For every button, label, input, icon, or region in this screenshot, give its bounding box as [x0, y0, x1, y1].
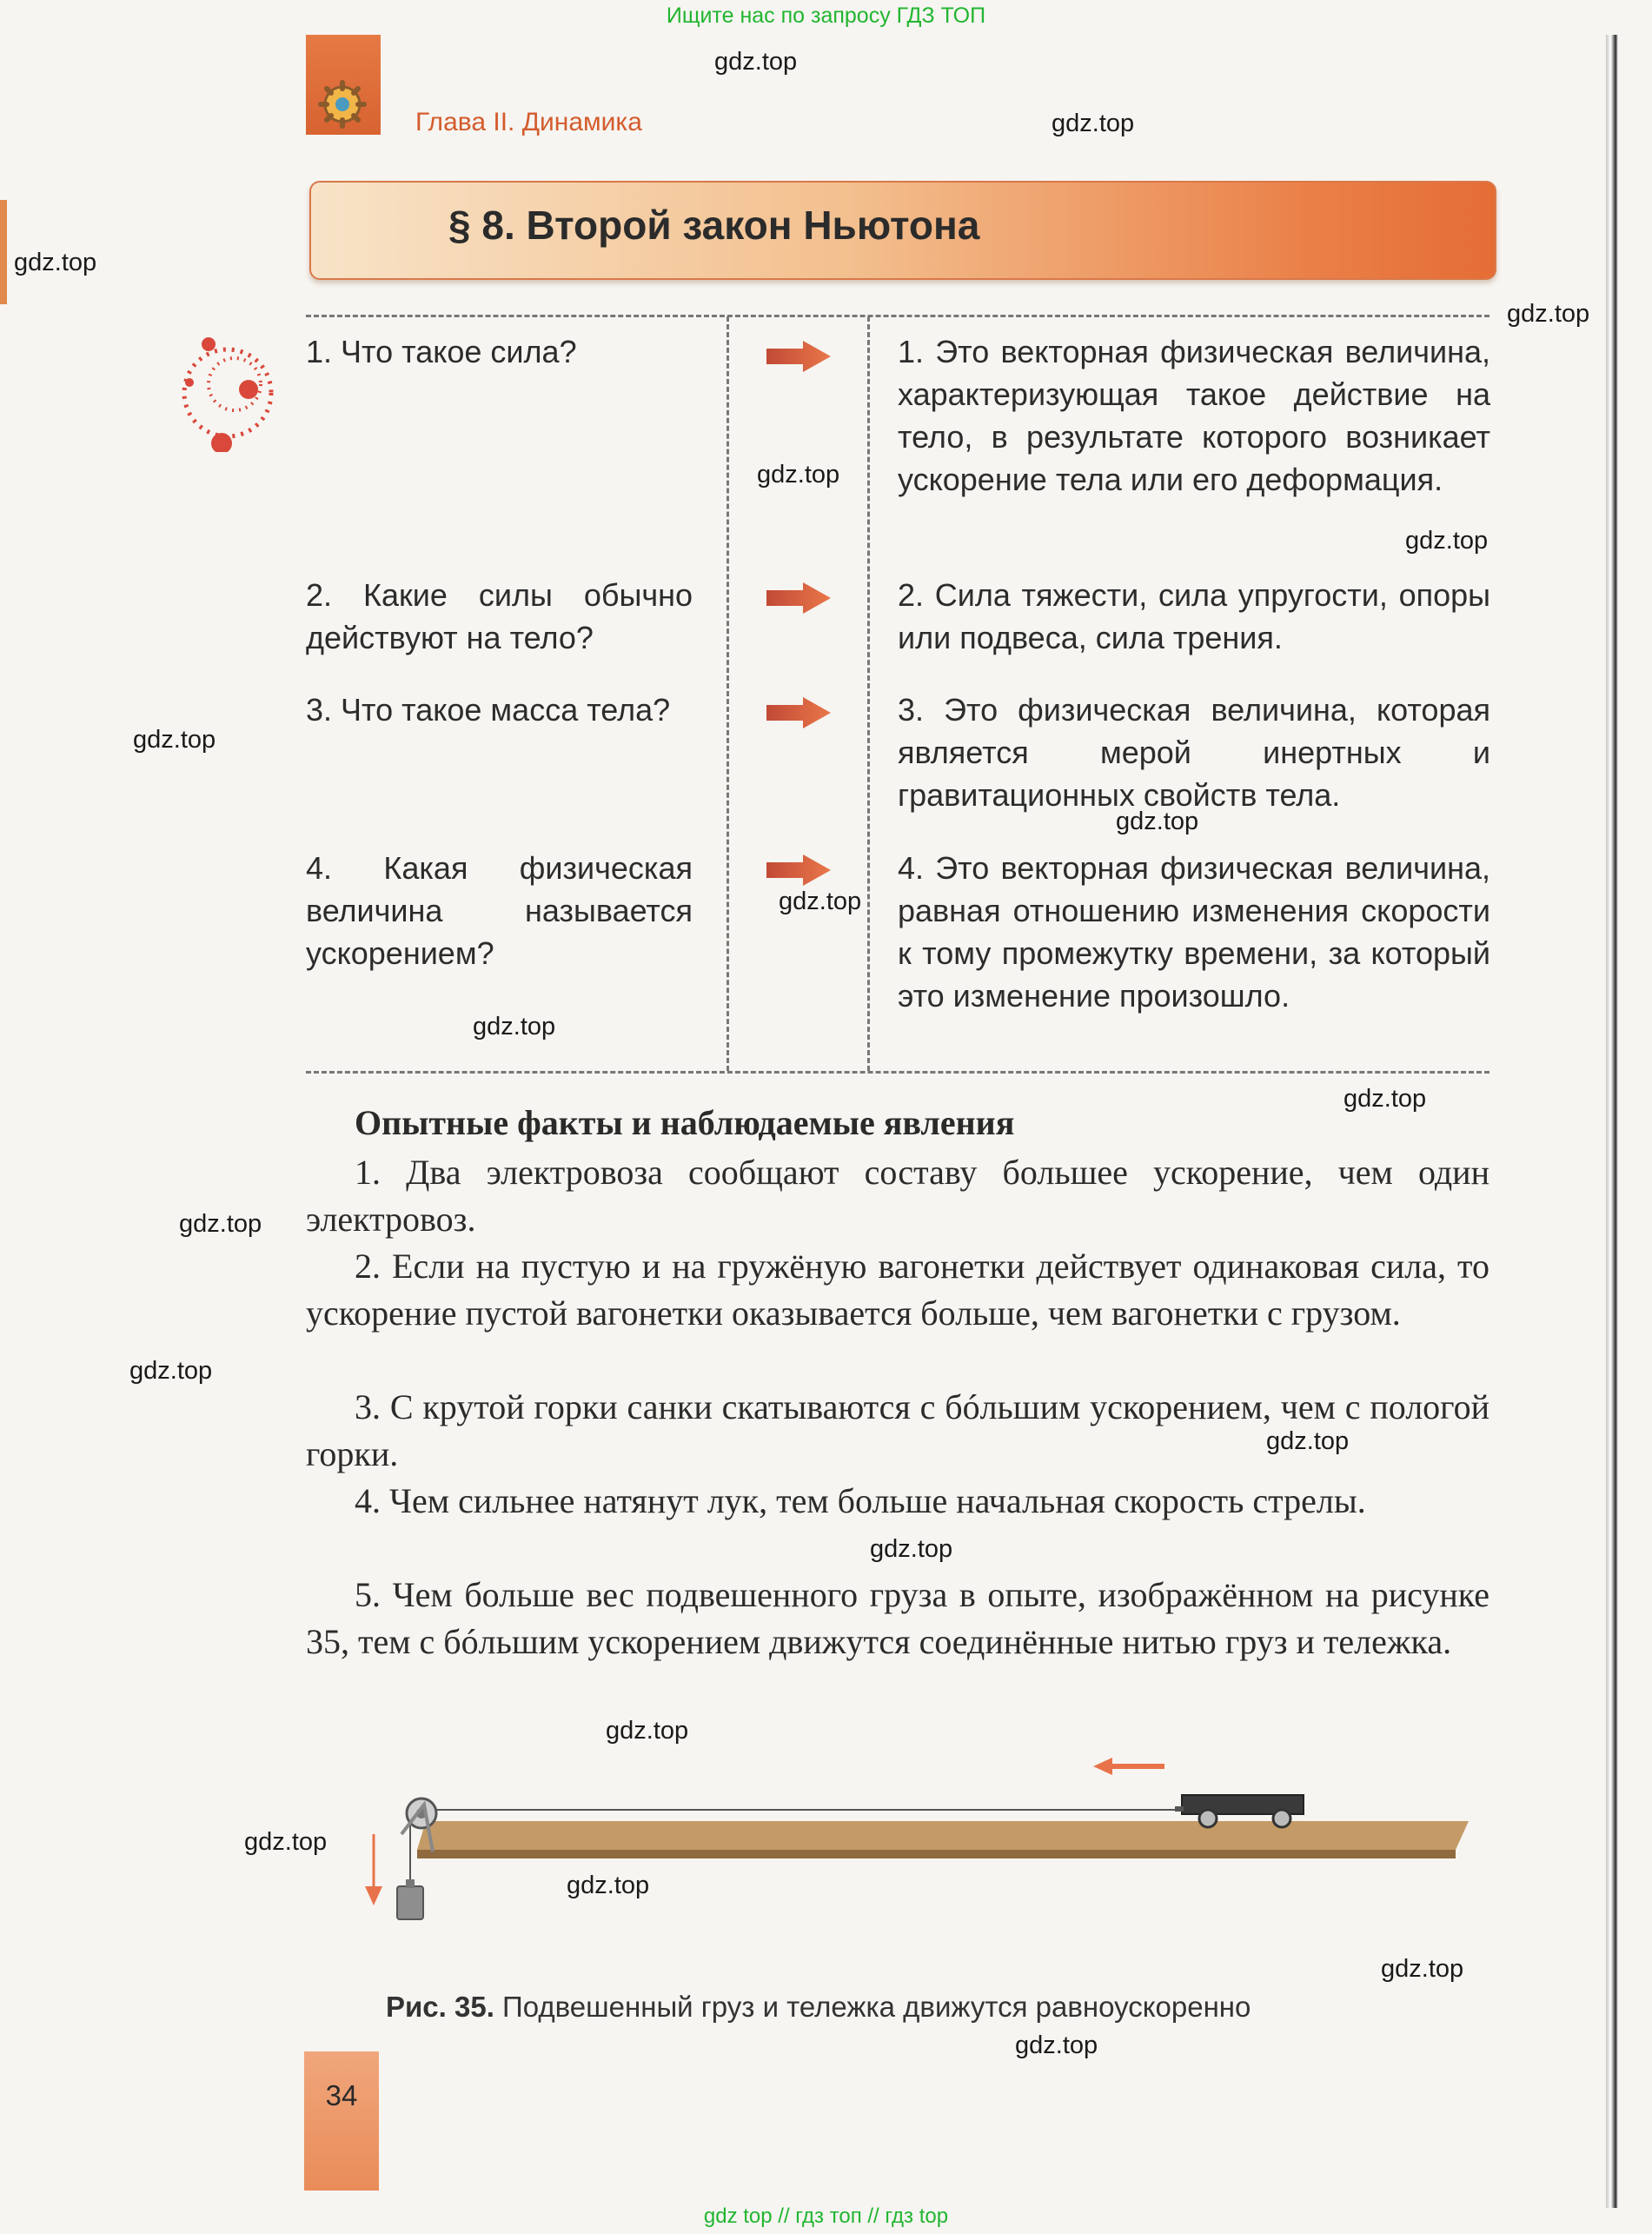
page-number-tab [304, 2051, 379, 2191]
question-2: 2. Какие силы обычно действуют на тело? [306, 577, 693, 655]
watermark[interactable]: gdz.top [567, 1872, 650, 1899]
watermark[interactable]: gdz.top [244, 1828, 328, 1856]
fact-1: 1. Два электровоза сообщают составу большее ускорение, чем один электровоз. [306, 1153, 1489, 1239]
watermark[interactable]: gdz.top [606, 1717, 689, 1745]
watermark[interactable]: gdz.top [1405, 527, 1489, 555]
watermark[interactable]: gdz.top [870, 1535, 953, 1563]
arrow-right-icon [763, 340, 833, 373]
book-spine-edge [1606, 35, 1618, 2208]
figure-caption [386, 1991, 1251, 2024]
watermark[interactable]: gdz.top [179, 1210, 262, 1238]
table-divider-left [726, 316, 729, 1071]
answer-2: 2. Сила тяжести, сила упругости, опоры или подвеса, сила трения. [898, 577, 1490, 655]
bottom-banner[interactable]: gdz top // гдз топ // гдз top [703, 2204, 949, 2228]
watermark[interactable]: gdz.top [714, 48, 798, 76]
arrow-right-icon [763, 854, 833, 887]
table-bottom-border [306, 1071, 1489, 1074]
answer-1: 1. Это векторная физическая величина, характеризующая такое действие на тело, в результате которого возникает ускорение тела или его деформация. [898, 334, 1490, 497]
page-number: 34 [325, 2079, 358, 2111]
question-4: 4. Какая физическая величина называется ускорением? [306, 850, 693, 971]
fact-3: 3. С крутой горки санки скатываются с бóльшим ускорением, чем с пологой горки. [306, 1387, 1489, 1473]
watermark[interactable]: gdz.top [14, 249, 97, 276]
watermark[interactable]: gdz.top [1343, 1085, 1427, 1113]
watermark[interactable]: gdz.top [1015, 2031, 1098, 2059]
fact-5: 5. Чем больше вес подвешенного груза в опыте, изображённом на рисунке 35, тем с бóльшим ускорением движутся соединённые нитью груз и тележка. [306, 1575, 1489, 1661]
top-banner[interactable]: Ищите нас по запросу ГДЗ ТОП [666, 3, 986, 28]
facts-heading: Опытные факты и наблюдаемые явления [355, 1103, 1015, 1142]
left-edge-mark [0, 200, 7, 304]
watermark[interactable]: gdz.top [757, 461, 840, 489]
answer-3: 3. Это физическая величина, которая является мерой инертных и гравитационных свойств тела. [898, 692, 1490, 813]
figure-label: Рис. 35. [386, 1991, 494, 2023]
table-divider-right [867, 316, 870, 1071]
answer-4: 4. Это векторная физическая величина, равная отношению изменения скорости к тому промежутку времени, за который это изменение произошло. [898, 850, 1490, 1014]
orbit-icon [174, 330, 287, 452]
figure-35 [348, 1756, 1477, 1930]
section-title: § 8. Второй закон Ньютона [448, 203, 980, 248]
chapter-title: Глава II. Динамика [415, 108, 642, 136]
watermark[interactable]: gdz.top [473, 1013, 556, 1041]
watermark[interactable]: gdz.top [1507, 300, 1590, 328]
table-top-border [306, 315, 1489, 317]
arrow-right-icon [763, 582, 833, 615]
watermark[interactable]: gdz.top [129, 1357, 213, 1385]
watermark[interactable]: gdz.top [779, 888, 862, 915]
watermark[interactable]: gdz.top [133, 726, 216, 754]
watermark[interactable]: gdz.top [1381, 1955, 1464, 1983]
gear-icon [318, 80, 367, 129]
watermark[interactable]: gdz.top [1052, 110, 1135, 137]
watermark[interactable]: gdz.top [1116, 808, 1199, 835]
arrow-right-icon [763, 696, 833, 729]
figure-caption-text: Подвешенный груз и тележка движутся равноускоренно [502, 1991, 1251, 2023]
fact-4: 4. Чем сильнее натянут лук, тем больше начальная скорость стрелы. [355, 1481, 1366, 1520]
question-3: 3. Что такое масса тела? [306, 692, 671, 728]
fact-2: 2. Если на пустую и на гружёную вагонетки действует одинаковая сила, то ускорение пустой вагонетки оказывается больше, чем вагонетки с грузом. [306, 1247, 1489, 1333]
question-1: 1. Что такое сила? [306, 334, 577, 369]
watermark[interactable]: gdz.top [1266, 1427, 1350, 1455]
